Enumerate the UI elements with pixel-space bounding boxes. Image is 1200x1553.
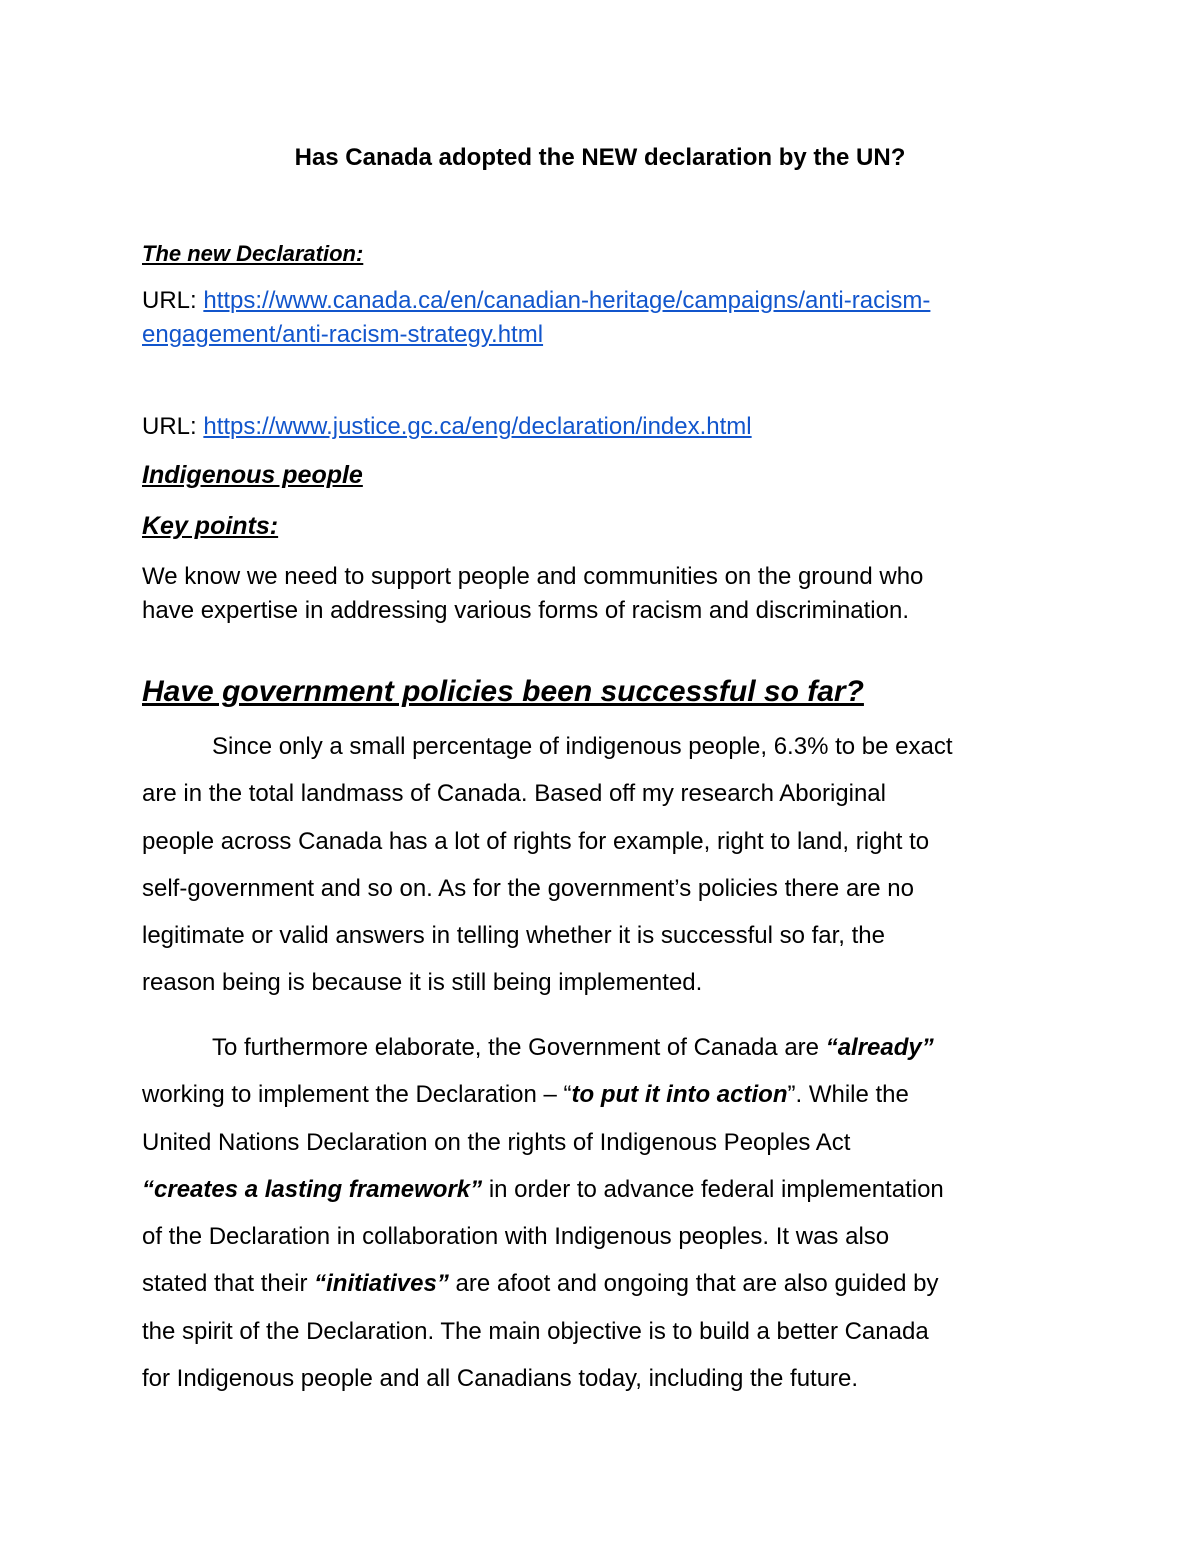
url2-label: URL: xyxy=(142,413,204,440)
section-heading: Have government policies been successful so far? xyxy=(142,675,864,708)
key-points-line-2: have expertise in addressing various forms of racism and discrimination. xyxy=(142,597,910,624)
paragraph-2-line: the spirit of the Declaration. The main objective is to build a better Canada xyxy=(142,1317,929,1345)
paragraph-2-line: To furthermore elaborate, the Government of Canada are “already” xyxy=(212,1034,934,1061)
url2-link[interactable]: https://www.justice.gc.ca/eng/declaration/index.html xyxy=(203,413,752,440)
url1-line xyxy=(142,284,930,318)
paragraph-1-line: self-government and so on. As for the government’s policies there are no xyxy=(142,874,914,902)
key-points-line-1: We know we need to support people and communities on the ground who xyxy=(142,563,924,590)
page-title: Has Canada adopted the NEW declaration by the UN? xyxy=(294,144,906,171)
paragraph-1-line: are in the total landmass of Canada. Based off my research Aboriginal xyxy=(142,780,886,808)
paragraph-1 xyxy=(142,723,952,1007)
url1-link-continued[interactable]: engagement/anti-racism-strategy.html xyxy=(142,321,544,348)
paragraph-1-line: people across Canada has a lot of rights for example, right to land, right to xyxy=(142,827,930,855)
paragraph-2-line: of the Declaration in collaboration with Indigenous peoples. It was also xyxy=(142,1223,890,1251)
paragraph-2-line: “creates a lasting framework” in order to advance federal implementation xyxy=(142,1175,944,1203)
paragraph-2 xyxy=(142,1024,944,1402)
url2-line xyxy=(142,410,752,444)
url1-label: URL: xyxy=(142,287,204,314)
url1-line-continued xyxy=(142,318,543,352)
paragraph-2-line: United Nations Declaration on the rights of Indigenous Peoples Act xyxy=(142,1128,851,1156)
paragraph-2-line: stated that their “initiatives” are afoot and ongoing that are also guided by xyxy=(142,1270,939,1298)
indigenous-heading: Indigenous people xyxy=(142,461,363,489)
key-points-heading: Key points: xyxy=(142,512,279,540)
paragraph-1-line: Since only a small percentage of indigenous people, 6.3% to be exact xyxy=(212,733,953,760)
new-declaration-heading: The new Declaration: xyxy=(142,241,364,266)
paragraph-2-line: working to implement the Declaration – “to put it into action”. While the xyxy=(142,1081,909,1109)
paragraph-1-line: legitimate or valid answers in telling whether it is successful so far, the xyxy=(142,922,886,950)
paragraph-2-line: for Indigenous people and all Canadians today, including the future. xyxy=(142,1365,859,1393)
url1-link[interactable]: https://www.canada.ca/en/canadian-heritage/campaigns/anti-racism- xyxy=(203,287,931,314)
paragraph-1-line: reason being is because it is still being implemented. xyxy=(142,969,703,997)
